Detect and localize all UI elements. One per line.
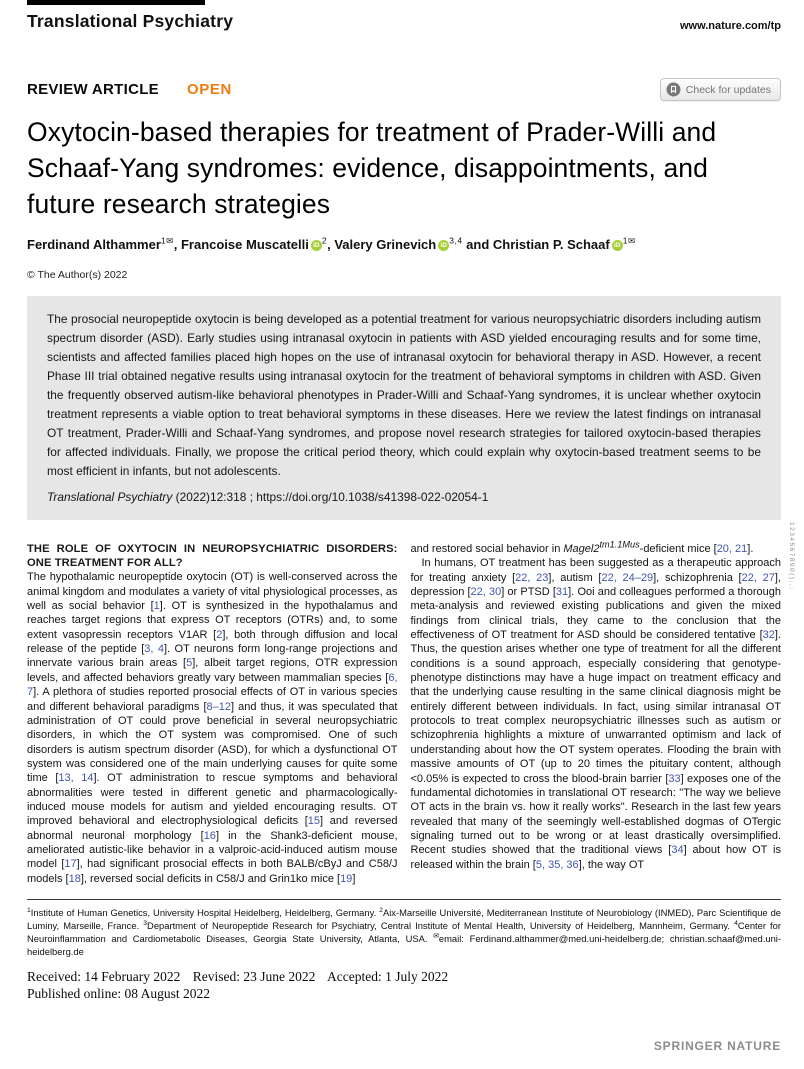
body-paragraph: and restored social behavior in $Magel2^{tm1.1Mus}$-deficient mice [20, 21]. <box>410 539 754 555</box>
author-affiliation-marker: 3,4 <box>449 235 463 246</box>
author <box>493 237 636 252</box>
citation-link[interactable]: 3, 4 <box>144 643 164 656</box>
article-type-label: REVIEW ARTICLE <box>27 81 159 98</box>
published-online-date: Published online: 08 August 2022 <box>27 986 211 1002</box>
citation-link[interactable]: 19 <box>340 872 353 885</box>
body-paragraph: In humans, OT treatment has been suggested as a therapeutic approach for treating anxiety [22, 23], autism [22, 24–29], schizophrenia [22, 27], depression [22, 30] or PTSD [31]. Ooi and colleagues performed a thorough meta-analysis and reviewed existing publications and given the mixed findings from clinical trials, they came to the conclusion that the effectiveness of OT treatment for ASD should be considered tentative [32]. Thus, the question arises whether one type of treatment for all the different conditions is a sound approach, especially considering that genotype-phenotype distinctions may have a huge impact on treatment efficacy and that the underlying cause resulting in the same clinical diagnosis might be entirely different between individuals. In fact, using similar intranasal OT protocols to treat complex neuropsychiatric illnesses such as autism or schizophrenia highlights a mixture of unwarranted optimism and lack of understanding about how the OT system operates. Flooding the brain with massive amounts of OT (up to 20 times the pituitary content, although <0.05% is expected to cross the blood-brain barrier [33] exposes one of the fundamental dichotomies in translational OT research: "The way we believe OT acts in the brain vs. how it really works". Research in the last few years revealed that many of the seemingly well-established dogmas of OTergic signaling turned out to be wrong or at least drastically oversimplified. Recent studies showed that the traditional views [34] about how OT is released within the brain [5, 35, 36], the way OT <box>410 557 781 871</box>
citation-link[interactable]: 22, 30 <box>470 586 502 599</box>
citation-link[interactable]: 34 <box>671 844 684 857</box>
affiliations-footnote: $^1$Institute of Human Genetics, University Hospital Heidelberg, Heidelberg, Germany. $^2$Aix-Marseille Université, Mediterranean Institute of Neurobiology (INMED), Parc Scientifique de Luminy, Marseille, France. $^3$Department of Neuropeptide Research for Psychiatry, Central Institute of Mental Health, University of Heidelberg, Mannheim, Germany. $^4$Center for Neuroinflammation and Cardiometabolic Diseases, Georgia State University, Atlanta, USA. ✉email: Ferdinand.althammer@med.uni-heidelberg.de; christian.schaaf@med.uni-heidelberg.de <box>27 899 781 958</box>
crossmark-bookmark-icon <box>666 82 681 97</box>
history-line <box>27 968 781 986</box>
right-column <box>410 539 782 886</box>
author-name: Francoise Muscatelli <box>180 237 309 252</box>
orcid-icon[interactable]: iD <box>311 240 322 251</box>
citation-journal-name: Translational Psychiatry <box>47 490 173 504</box>
citation-link[interactable]: 32 <box>762 629 775 642</box>
masthead-rule <box>27 0 205 5</box>
author: Francoise Muscatelli iD $^2$, <box>180 235 335 252</box>
margin-type-mark: 1234567890();,: <box>788 522 795 591</box>
section-heading: THE ROLE OF OXYTOCIN IN NEUROPSYCHIATRIC DISORDERS: ONE TREATMENT FOR ALL? <box>27 543 398 570</box>
citation-link[interactable]: 6, 7 <box>27 671 398 699</box>
abstract-text: The prosocial neuropeptide oxytocin is being developed as a potential treatment for various neuropsychiatric disorders including autism spectrum disorder (ASD). Early studies using intranasal oxytocin in patients with ASD yielded encouraging results and for some time, scientists and affected families placed high hopes on the use of intranasal oxytocin for behavioral therapy in ASD. However, a recent Phase III trial obtained negative results using intranasal oxytocin for the treatment of behavioral symptoms in children with ASD. Given the frequently observed autism-like behavioral phenotypes in Prader-Willi and Schaaf-Yang syndromes, it is unclear whether oxytocin treatment represents a viable option to treat behavioral symptoms in these diseases. Here we review the latest findings on intranasal OT treatment, Prader-Willi and Schaaf-Yang syndromes, and propose novel research strategies for tailored oxytocin-based therapies for affected individuals. Finally, we propose the critical period theory, which could explain why oxytocin-based treatment seems to be most efficient in infants, but not adolescents. <box>47 312 761 478</box>
citation-link[interactable]: 31 <box>555 586 569 599</box>
citation-link[interactable]: 13, 14 <box>58 772 94 785</box>
author: Valery Grinevich iD $^{3,4}$ and <box>334 235 493 252</box>
article-history <box>27 968 781 1003</box>
citation-link[interactable]: 2 <box>216 628 223 641</box>
citation-link[interactable]: 15 <box>307 815 321 828</box>
orcid-icon[interactable]: iD <box>612 240 623 251</box>
citation-link[interactable]: 18 <box>68 872 81 885</box>
abstract-box <box>27 296 781 520</box>
publisher-logo: SPRINGER NATURE <box>653 1039 781 1053</box>
author-line <box>27 237 781 252</box>
citation-link[interactable]: 20, 21 <box>716 543 748 555</box>
author-name: Ferdinand Althammer <box>27 237 161 252</box>
citation-link[interactable]: 33 <box>668 772 681 785</box>
citation-link[interactable]: 22, 24–29 <box>601 571 654 584</box>
revised-date: Revised: 23 June 2022 <box>192 968 316 984</box>
copyright-notice: © The Author(s) 2022 <box>27 269 128 281</box>
check-for-updates-button[interactable] <box>660 78 781 101</box>
citation-link[interactable]: 1 <box>153 600 160 613</box>
article-masthead <box>27 78 781 101</box>
author-affiliation-marker: 2 <box>321 235 328 246</box>
body-paragraph: The hypothalamic neuropeptide oxytocin (OT) is well-conserved across the animal kingdom and modulates a variety of vital physiological processes, as well as social behavior [1]. OT is synthesized in the hypothalamus and reaches target regions that express OT receptors (OTRs) and, to some extent vasopressin receptors V1AR [2], both through diffusion and local release of the peptide [3, 4]. OT neurons form long-range projections and innervate various brain areas [5], albeit target regions, OTR expression levels, and affected behaviors greatly vary between mammalian species [6, 7]. A plethora of studies reported prosocial effects of OT in various species and different behavioral paradigms [8–12] and thus, it was speculated that administration of OT could prove beneficial in several neuropsychiatric disorders, in which the OT system was compromised. One of such disorders is autism spectrum disorder (ASD), for which a dysfunctional OT system was considered one of the main underlying causes for quite some time [13, 14]. OT administration to rescue symptoms and behavioral abnormalities were tested in different genetic and pharmacologically-induced mouse models for autism and yielded encouraging results. OT improved behavioral and electrophysiological deficits [15] and reversed abnormal neuronal morphology [16] in the Shank3-deficient mouse, ameliorated autistic-like behavior in a valproic-acid-induced autism mouse model [17], had significant prosocial effects in both BALB/cByJ and C58/J models [18], reversed social deficits in C58/J and Grin1ko mice [19] <box>27 571 398 885</box>
journal-title: Translational Psychiatry <box>27 11 234 31</box>
citation-link[interactable]: 22, 27 <box>741 571 775 584</box>
author-name: Christian P. Schaaf <box>492 237 610 252</box>
citation-link[interactable]: 16 <box>203 829 216 842</box>
check-for-updates-label: Check for updates <box>685 83 771 96</box>
body-columns <box>27 539 781 886</box>
author: Ferdinand Althammer$^{1✉}$, <box>27 235 181 252</box>
citation-link[interactable]: 5, 35, 36 <box>535 858 579 871</box>
article-title: Oxytocin-based therapies for treatment of Prader-Willi and Schaaf-Yang syndromes: evidence, disappointments, and future research strategies <box>27 117 717 219</box>
citation-link[interactable]: 17 <box>64 858 77 871</box>
received-date: Received: 14 February 2022 <box>27 968 181 984</box>
citation-doi-link[interactable]: (2022)12:318 ; https://doi.org/10.1038/s41398-022-02054-1 <box>172 490 489 504</box>
open-access-label: OPEN <box>186 81 232 98</box>
article-citation <box>47 488 761 507</box>
left-column <box>27 542 398 886</box>
author-affiliation-marker: 1✉ <box>160 235 174 246</box>
journal-url-link[interactable]: www.nature.com/tp <box>679 20 781 32</box>
citation-link[interactable]: 22, 23 <box>515 571 549 584</box>
author-name: Valery Grinevich <box>334 237 437 252</box>
accepted-date: Accepted: 1 July 2022 <box>326 968 449 984</box>
orcid-icon[interactable]: iD <box>438 240 449 251</box>
author-affiliation-marker: 1✉ <box>622 235 636 246</box>
citation-link[interactable]: 5 <box>186 657 193 670</box>
citation-link[interactable]: 8–12 <box>206 700 231 713</box>
